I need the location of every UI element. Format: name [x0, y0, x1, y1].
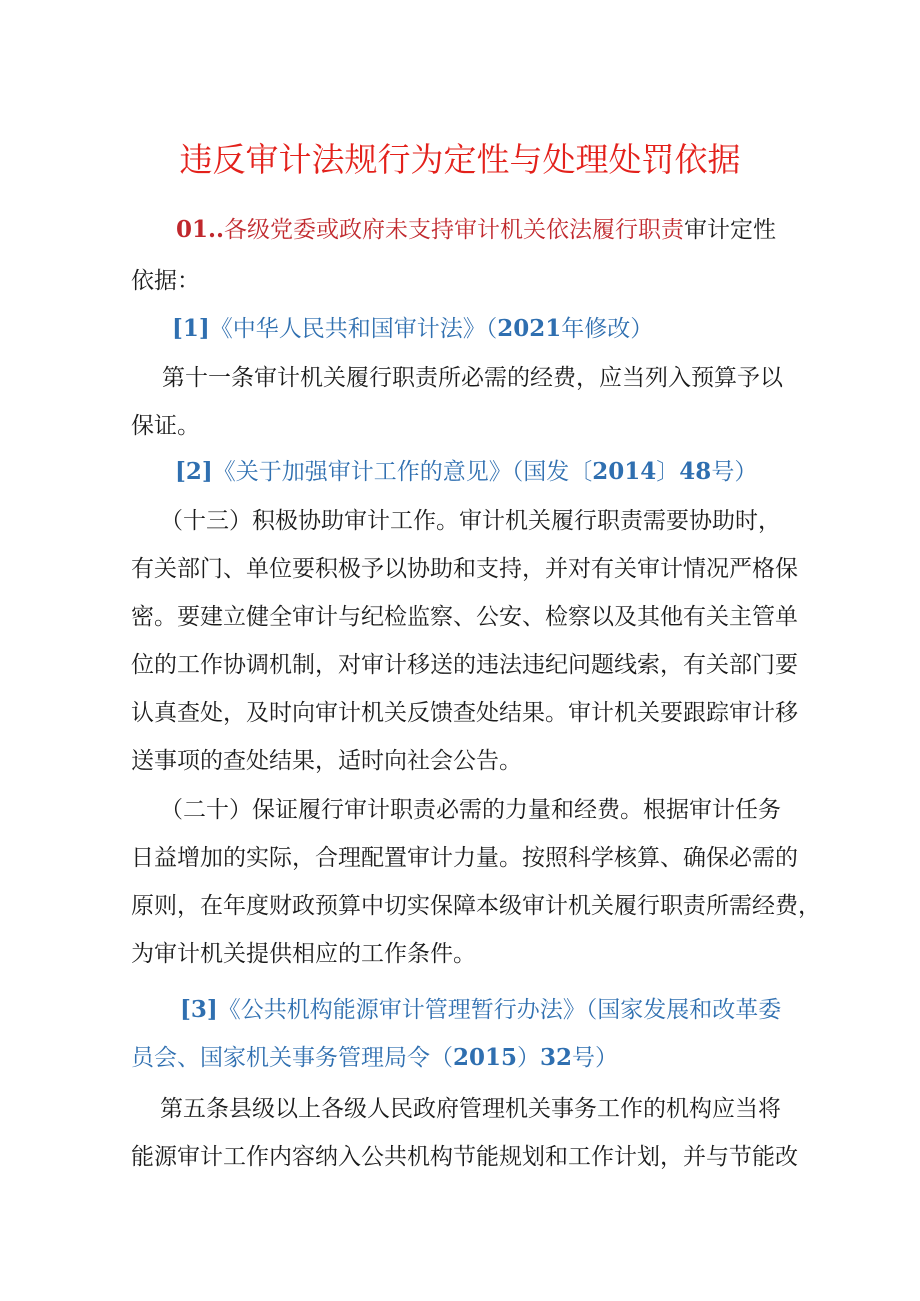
section-heading [176, 214, 776, 246]
reference-year: 2015 [453, 1044, 518, 1071]
paragraph-line: 日益增加的实际，合理配置审计力量。按照科学核算、确保必需的 [131, 845, 798, 871]
paragraph-line: 第十一条审计机关履行职责所必需的经费，应当列入预算予以 [162, 365, 783, 391]
section-number: 01.. [176, 216, 225, 243]
paragraph-line: 送事项的查处结果，适时向社会公告。 [131, 748, 522, 774]
reference-mid: ） [517, 1045, 541, 1071]
reference-heading-3-line2 [131, 1042, 618, 1074]
reference-title-cont: 员会、国家机关事务管理局令（ [131, 1045, 453, 1071]
paragraph-line: （十三）积极协助审计工作。审计机关履行职责需要协助时， [160, 508, 781, 534]
paragraph-line: 认真查处，及时向审计机关反馈查处结果。审计机关要跟踪审计移 [131, 700, 798, 726]
reference-heading-1 [172, 313, 653, 345]
reference-heading-3 [180, 994, 781, 1026]
page-title: 违反审计法规行为定性与处理处罚依据 [179, 140, 741, 179]
paragraph-line: 原则，在年度财政预算中切实保障本级审计机关履行职责所需经费， [131, 893, 821, 919]
reference-number: [3] [180, 996, 218, 1023]
paragraph-line: 第五条县级以上各级人民政府管理机关事务工作的机构应当将 [160, 1096, 781, 1122]
reference-doc-number: 32 [540, 1044, 573, 1071]
reference-year: 2021 [497, 315, 562, 342]
section-heading-tail: 审计定性 [684, 217, 777, 243]
reference-number: [1] [172, 315, 210, 342]
paragraph-line: 位的工作协调机制，对审计移送的违法违纪问题线索，有关部门要 [131, 652, 798, 678]
paragraph-line: 保证。 [131, 413, 200, 439]
reference-tail: 年修改） [561, 316, 654, 342]
paragraph-line: 密。要建立健全审计与纪检监察、公安、检察以及其他有关主管单 [131, 604, 798, 630]
reference-number: [2] [175, 458, 213, 485]
paragraph-line: （二十）保证履行审计职责必需的力量和经费。根据审计任务 [160, 797, 781, 823]
reference-mid: 〕 [656, 459, 680, 485]
reference-title: 《公共机构能源审计管理暂行办法》（国家发展和改革委 [217, 997, 782, 1023]
reference-doc-number: 48 [679, 458, 712, 485]
paragraph-line: 为审计机关提供相应的工作条件。 [131, 941, 476, 967]
reference-tail: 号） [711, 459, 758, 485]
paragraph-line: 有关部门、单位要积极予以协助和支持，并对有关审计情况严格保 [131, 556, 798, 582]
reference-title: 《中华人民共和国审计法》（ [209, 316, 498, 342]
reference-year: 2014 [592, 458, 657, 485]
reference-heading-2 [175, 456, 757, 488]
paragraph-line: 能源审计工作内容纳入公共机构节能规划和工作计划，并与节能改 [131, 1144, 798, 1170]
reference-tail: 号） [572, 1045, 619, 1071]
section-heading-red: 各级党委或政府未支持审计机关依法履行职责 [224, 217, 685, 243]
section-heading-line2: 依据： [131, 268, 200, 294]
reference-title: 《关于加强审计工作的意见》（国发〔 [212, 459, 593, 485]
